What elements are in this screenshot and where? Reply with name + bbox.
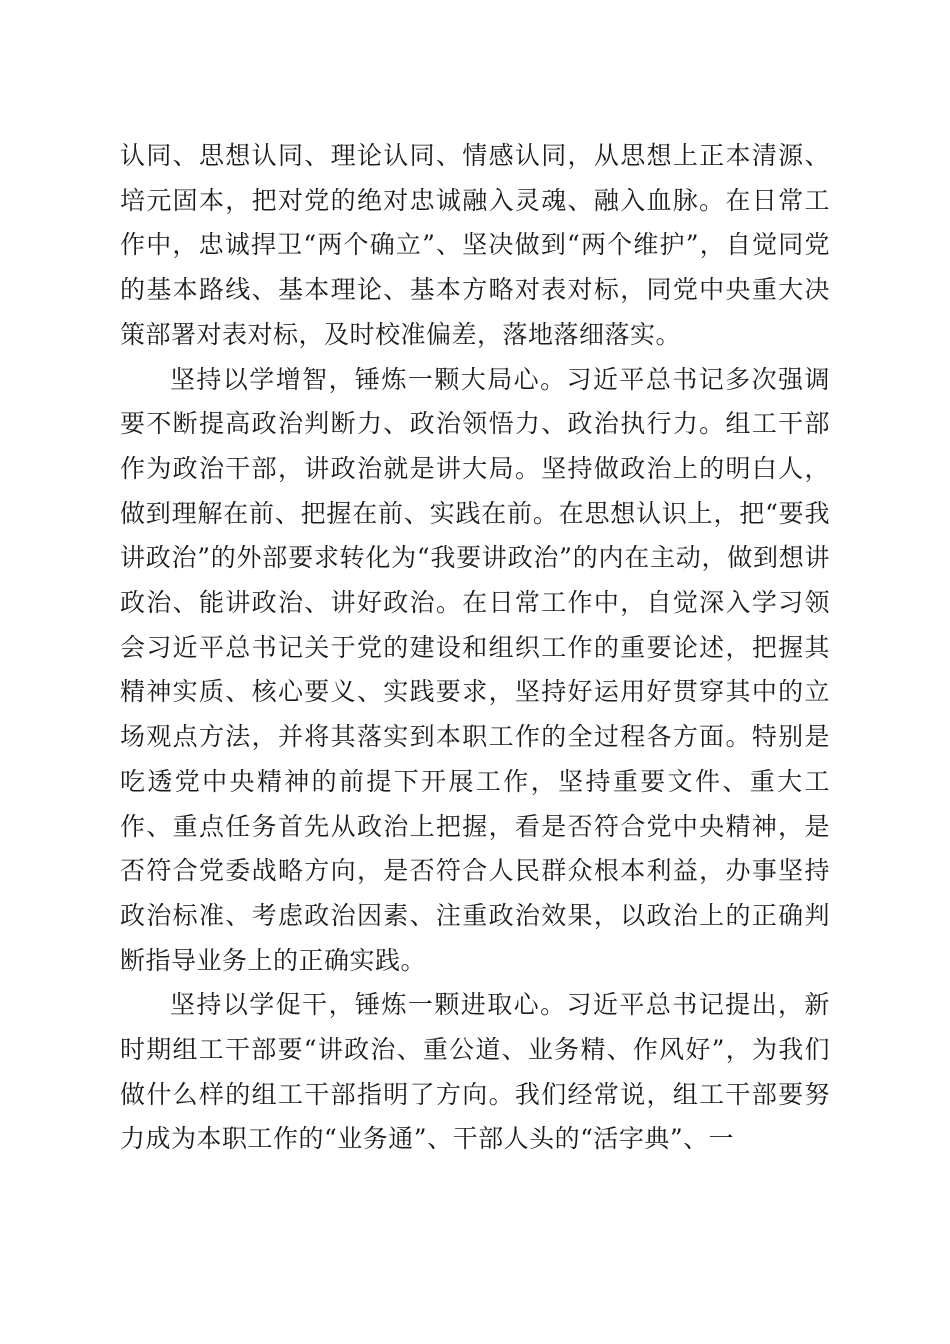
paragraph-study-action: 坚持以学促干，锤炼一颗进取心。习近平总书记提出，新时期组工干部要“讲政治、重公道、业务精、作风好”，为我们做什么样的组工干部指明了方向。我们经常说，组工干部要努力成为本职工作的“业务通”、干部人头的“活字典”、一 bbox=[120, 990, 830, 1154]
paragraph-continued: 认同、思想认同、理论认同、情感认同，从思想上正本清源、培元固本，把对党的绝对忠诚融入灵魂、融入血脉。在日常工作中，忠诚捍卫“两个确立”、坚决做到“两个维护”，自觉同党的基本路线、基本理论、基本方略对表对标，同党中央重大决策部署对表对标，及时校准偏差，落地落细落实。 bbox=[120, 141, 830, 349]
paragraph-study-wisdom: 坚持以学增智，锤炼一颗大局心。习近平总书记多次强调要不断提高政治判断力、政治领悟力、政治执行力。组工干部作为政治干部，讲政治就是讲大局。坚持做政治上的明白人，做到理解在前、把握在前、实践在前。在思想认识上，把“要我讲政治”的外部要求转化为“我要讲政治”的内在主动，做到想讲政治、能讲政治、讲好政治。在日常工作中，自觉深入学习领会习近平总书记关于党的建设和组织工作的重要论述，把握其精神实质、核心要义、实践要求，坚持好运用好贯穿其中的立场观点方法，并将其落实到本职工作的全过程各方面。特别是吃透党中央精神的前提下开展工作，坚持重要文件、重大工作、重点任务首先从政治上把握，看是否符合党中央精神，是否符合党委战略方向，是否符合人民群众根本利益，办事坚持政治标准、考虑政治因素、注重政治效果，以政治上的正确判断指导业务上的正确实践。 bbox=[120, 364, 830, 975]
document-body bbox=[120, 134, 830, 1162]
